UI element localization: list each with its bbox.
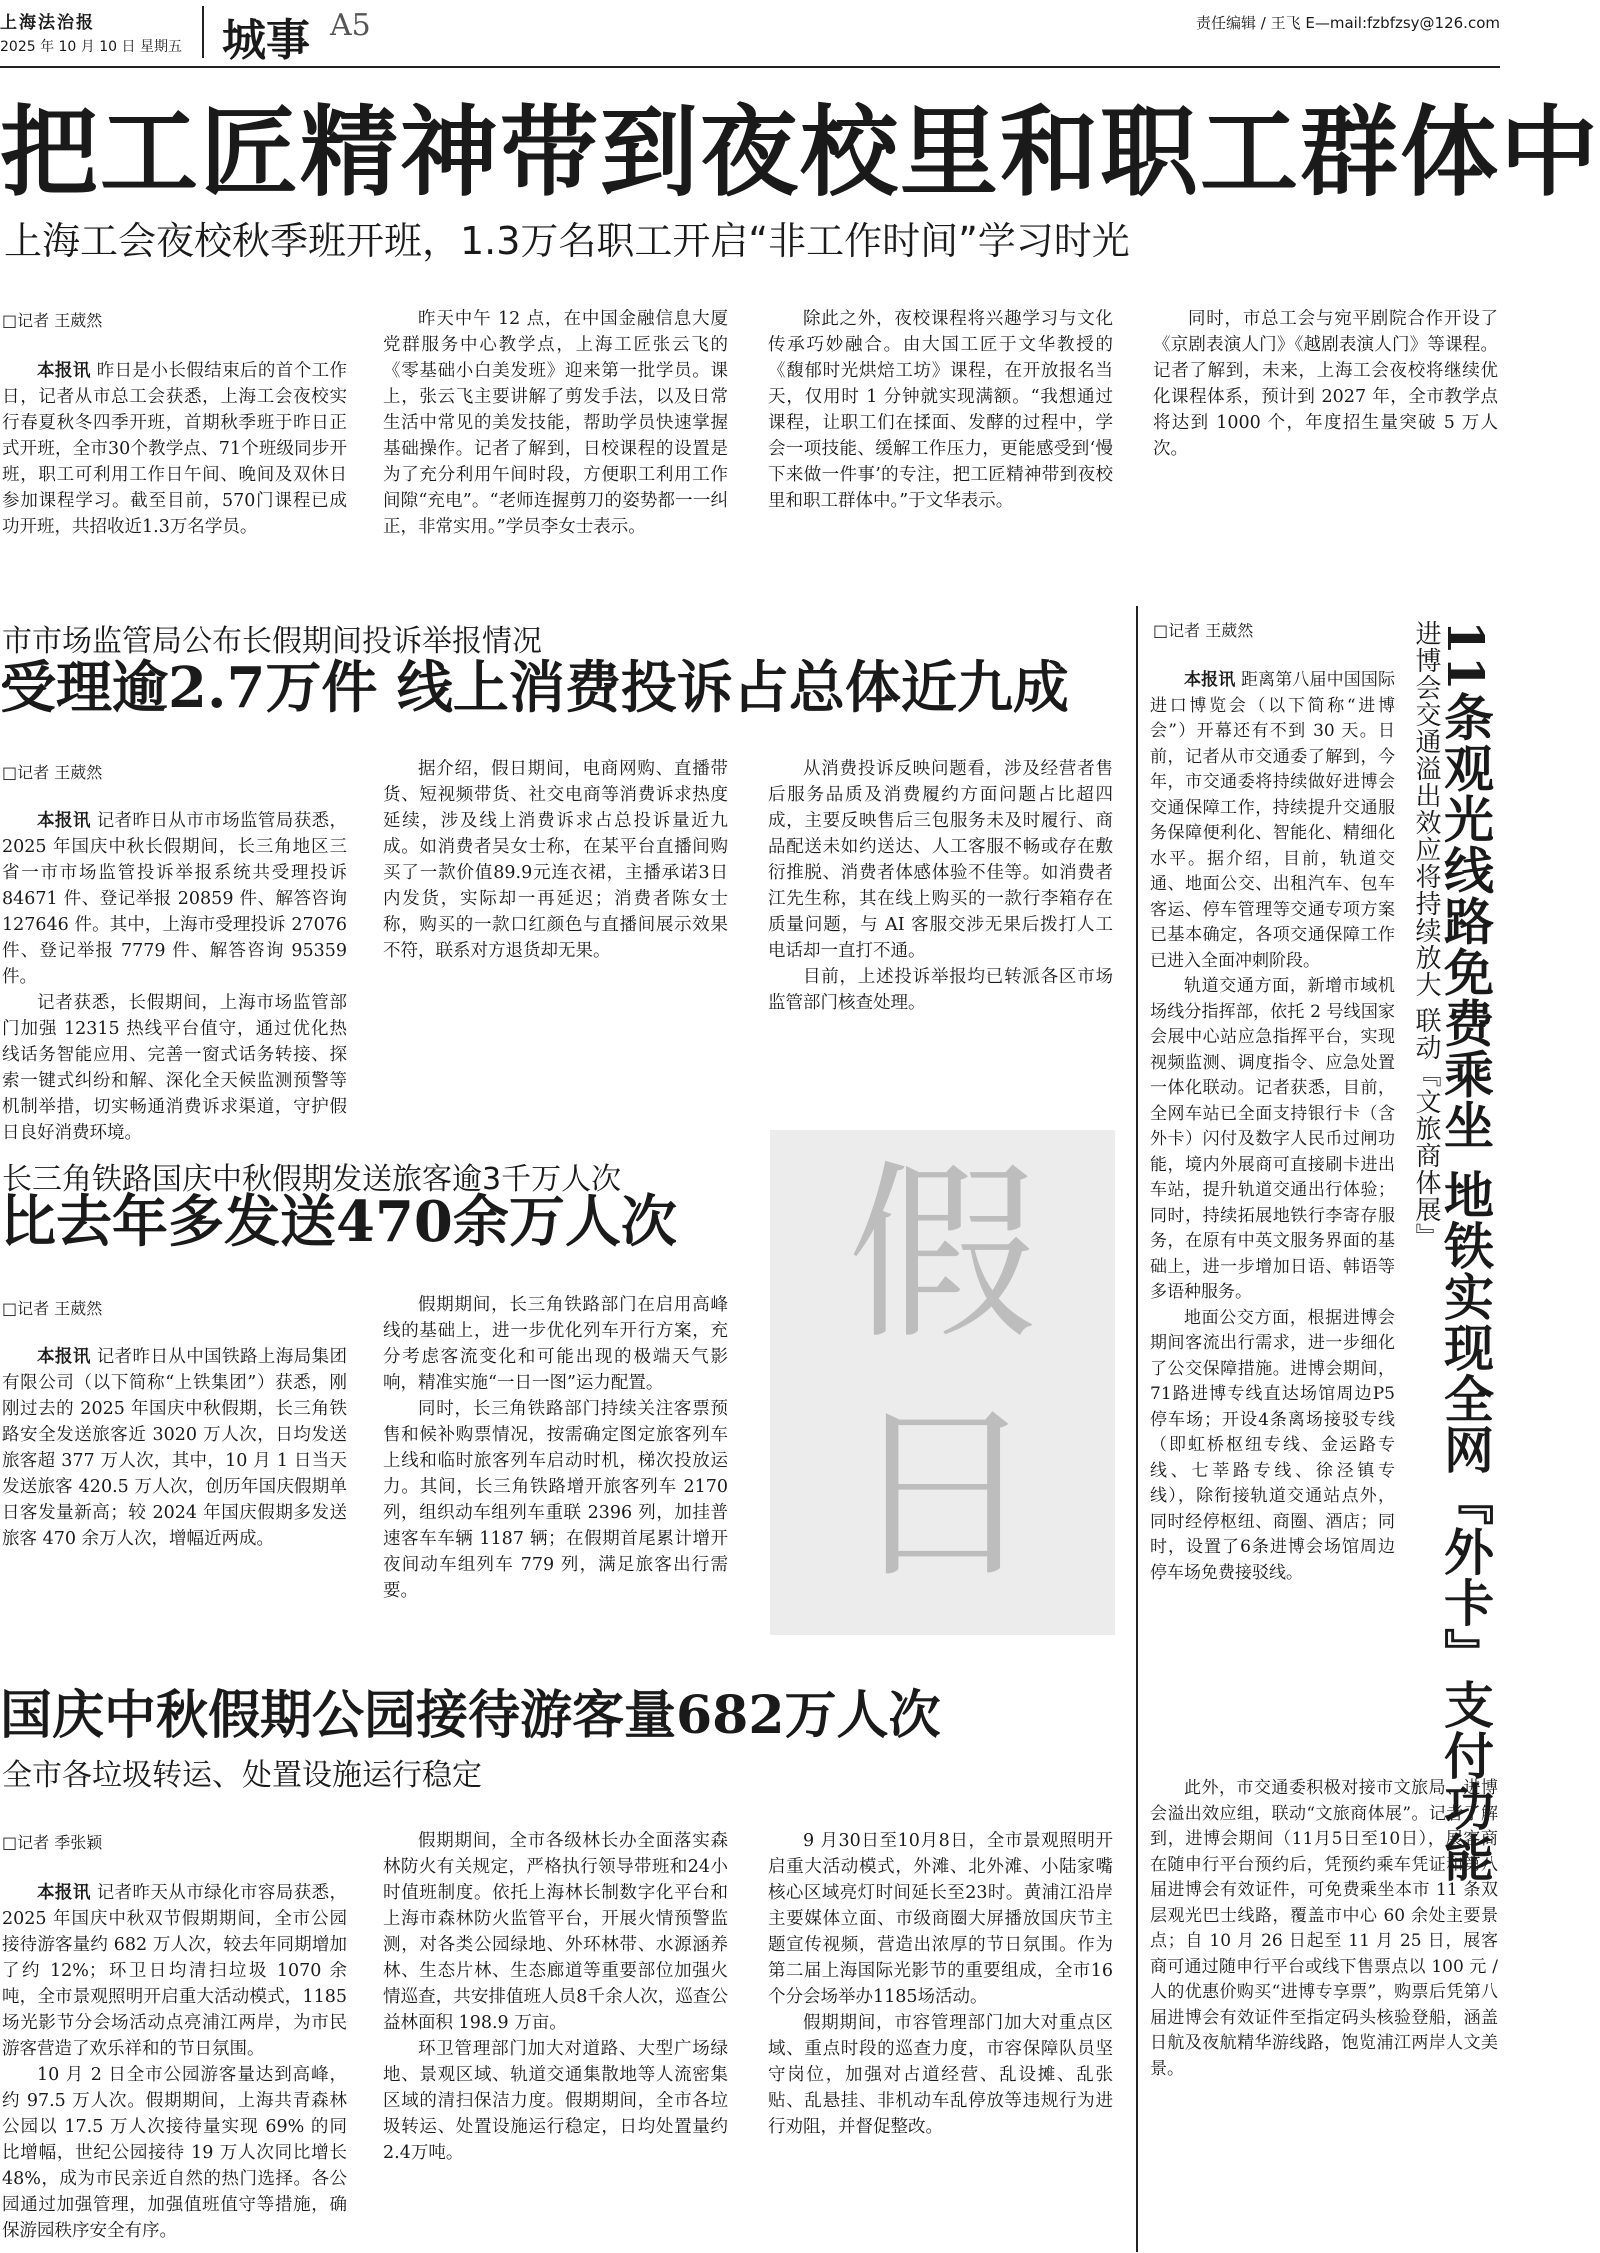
story4-paragraph-2: 10 月 2 日全市公园游客量达到高峰，约 97.5 万人次。假期期间，上海共青森林公园以 17.5 万人次接待量实现 69% 的同比增幅，世纪公园接待 19 万人次同比增长 48%，成为市民亲近自然的热门选择。各公园通过加强管理，加强值班值守等措施，确保游园秩序安全有序。 xyxy=(2,2065,347,2241)
story4-paragraph-3: 假期期间，全市各级林长办全面落实森林防火有关规定，严格执行领导带班和24小时值班制度。依托上海林长制数字化平台和上海市森林防火监管平台，开展火情预警监测，对各类公园绿地、外环林带、水源涵养林、生态片林、生态廊道等重要部位加强火情巡查，共安排值班人员8千余人次，巡查公益林面积 198.9 万亩。 xyxy=(383,1831,728,2033)
story4-headline: 国庆中秋假期公园接待游客量682万人次 xyxy=(0,1685,941,1746)
lead-body-col2 xyxy=(383,306,728,558)
lead-paragraph-2: 昨天中午 12 点，在中国金融信息大厦党群服务中心教学点，上海工匠张云飞的《零基础小白美发班》迎来第一批学员。课上，张云飞主要讲解了剪发手法，以及日常生活中常见的美发技能，帮助学员快速掌握基础操作。记者了解到，日校课程的设置是为了充分利用午间时段，方便职工利用工作间隙“充电”。“老师连握剪刀的姿势都一一纠正，非常实用。”学员李女士表示。 xyxy=(383,309,728,537)
lead-paragraph-1: 昨日是小长假结束后的首个工作日，记者从市总工会获悉，上海工会夜校实行春夏秋冬四季开班，首期秋季班于昨日正式开班，全市30个教学点、71个班级同步开班，职工可利用工作日午间、晚间及双休日参加课程学习。截至目前，570门课程已成功开班，共招收近1.3万名学员。 xyxy=(2,361,348,537)
feature-char-1: 假 xyxy=(847,1144,1038,1365)
story2-paragraph-2: 记者获悉，长假期间，上海市场监管部门加强 12315 热线平台值守，通过优化热线话务智能应用、完善一窗式话务转接、探索一键式纠纷和解、深化全天候监测预警等机制举措，切实畅通消费诉求渠道，守护假日良好消费环境。 xyxy=(2,993,347,1143)
story4-subhead: 全市各垃圾转运、处置设施运行稳定 xyxy=(2,1758,482,1793)
holiday-feature-graphic xyxy=(770,1130,1115,1635)
lead-headline: 把工匠精神带到夜校里和职工群体中 xyxy=(0,95,1600,210)
masthead-rule xyxy=(0,66,1500,68)
story2-byline: □ 记者 王葳然 xyxy=(2,760,102,783)
story3-kicker: 长三角铁路国庆中秋假期发送旅客逾3千万人次 xyxy=(2,1162,622,1197)
story5-headline: 11条观光线路免费乘坐 地铁实现全网『外卡』支付功能 xyxy=(1436,620,1495,1883)
story2-kicker: 市市场监管局公布长假期间投诉举报情况 xyxy=(2,624,542,659)
story4-paragraph-4: 环卫管理部门加大对道路、大型广场绿地、景观区域、轨道交通集散地等人流密集区域的清扫保洁力度。假期期间，全市各垃圾转运、处置设施运行稳定，日均处置量约2.4万吨。 xyxy=(383,2039,728,2163)
lead-body-col4 xyxy=(1153,306,1498,558)
lead-byline: □ 记者 王葳然 xyxy=(2,308,102,331)
story5-paragraph-3: 地面公交方面，根据进博会期间客流出行需求，进一步细化了公交保障措施。进博会期间，71路进博专线直达场馆周边P5停车场；开设4条离场接驳专线（即虹桥枢纽专线、金运路专线、七莘路专线、徐泾镇专线），除衔接轨道交通站点外，同时经停枢纽、商圈、酒店；同时，设置了6条进博会场馆周边停车场免费接驳线。 xyxy=(1150,1307,1395,1583)
story3-paragraph-1: 记者昨日从中国铁路上海局集团有限公司（以下简称“上铁集团”）获悉，刚刚过去的 2025 年国庆中秋假期，长三角铁路安全发送旅客近 3020 万人次，日均发送旅客超 377 万人次，其中，10 月 1 日当天发送旅客 420.5 万人次，创历年国庆假期单日客发量新高；较 2024 年国庆假期多发送旅客 470 余万人次，增幅近两成。 xyxy=(2,1347,348,1549)
issue-date: 2025 年 10 月 10 日 星期五 xyxy=(0,39,182,55)
story3-body-col1 xyxy=(2,1344,347,1634)
story4-lead-tag: 本报讯 xyxy=(37,1883,91,1903)
story2-lead-tag: 本报讯 xyxy=(37,811,91,831)
lead-tag: 本报讯 xyxy=(37,361,91,381)
lead-paragraph-3: 除此之外，夜校课程将兴趣学习与文化传承巧妙融合。由大国工匠于文华教授的《馥郁时光烘焙工坊》课程，在开放报名当天，仅用时 1 分钟就实现满额。“我想通过课程，让职工们在揉面、发酵的过程中，学会一项技能、缓解工作压力，更能感受到‘慢下来做一件事’的专注，把工匠精神带到夜校里和职工群体中。”于文华表示。 xyxy=(768,309,1113,511)
lead-subhead: 上海工会夜校秋季班开班，1.3万名职工开启“非工作时间”学习时光 xyxy=(4,219,1130,263)
story3-paragraph-2: 假期期间，长三角铁路部门在启用高峰线的基础上，进一步优化列车开行方案，充分考虑客流变化和可能出现的极端天气影响，精准实施“一日一图”运力配置。 xyxy=(383,1295,728,1393)
story5-paragraph-1: 距离第八届中国国际进口博览会（以下简称“进博会”）开幕还有不到 30 天。日前，记者从市交通委了解到，今年，市交通委将持续做好进博会交通保障工作，持续提升交通服务保障便利化、智能化、精细化水平。据介绍，目前，轨道交通、地面公交、出租汽车、包车客运、停车管理等交通专项方案已基本确定，各项交通保障工作已进入全面冲刺阶段。 xyxy=(1150,670,1396,971)
story4-paragraph-1: 记者昨天从市绿化市容局获悉，2025 年国庆中秋双节假期期间，全市公园接待游客量约 682 万人次，较去年同期增加了约 12%；环卫日均清扫垃圾 1070 余吨，全市景观照明开启重大活动模式，1185 场光影节分会场活动点亮浦江两岸，为市民游客营造了欢乐祥和的节日氛围。 xyxy=(2,1883,348,2059)
story5-subhead: 进博会交通溢出效应将持续放大 联动『文旅商体展』 xyxy=(1411,620,1441,1251)
feature-char-2: 日 xyxy=(847,1384,1038,1605)
story5-byline: □ 记者 王葳然 xyxy=(1153,618,1253,641)
story4-byline: □ 记者 季张颖 xyxy=(2,1830,102,1853)
lead-paragraph-4: 同时，市总工会与宛平剧院合作开设了《京剧表演人门》《越剧表演人门》等课程。记者了解到，未来，上海工会夜校将继续优化课程体系，预计到 2027 年，全市教学点将达到 1000 个，年度招生量突破 5 万人次。 xyxy=(1153,309,1498,459)
lead-body-col3 xyxy=(768,306,1113,558)
story2-paragraph-4: 从消费投诉反映问题看，涉及经营者售后服务品质及消费履约方面问题占比超四成，主要反映售后三包服务未及时履行、商品配送未如约送达、人工客服不畅或存在敷衍推脱、消费者体感体验不佳等。如消费者江先生称，其在线上购买的一款行李箱存在质量问题，与 AI 客服交涉无果后拨打人工电话却一直打不通。 xyxy=(768,759,1113,961)
story2-headline: 受理逾2.7万件 线上消费投诉占总体近九成 xyxy=(0,655,1069,721)
story2-paragraph-1: 记者昨日从市市场监管局获悉，2025 年国庆中秋长假期间，长三角地区三省一市市场监管投诉举报系统共受理投诉 84671 件、登记举报 20859 件、解答咨询 127646 件。其中，上海市受理投诉 27076 件、登记举报 7779 件、解答咨询 95359 件。 xyxy=(2,811,348,987)
story3-body-col2 xyxy=(383,1292,728,1634)
story4-paragraph-5: 9 月30日至10月8日，全市景观照明开启重大活动模式，外滩、北外滩、小陆家嘴核心区域亮灯时间延长至23时。黄浦江沿岸主要媒体立面、市级商圈大屏播放国庆节主题宣传视频，营造出浓厚的节日氛围。作为第二届上海国际光影节的重要组成，全市16个分会场举办1185场活动。 xyxy=(768,1831,1113,2007)
newspaper-name: 上海法治报 xyxy=(0,13,95,33)
story5-paragraph-2: 轨道交通方面，新增市域机场线分指挥部，依托 2 号线国家会展中心站应急指挥平台，实现视频监测、调度指令、应急处置一体化联动。记者获悉，目前，全网车站已全面支持银行卡（含外卡）闪付及数字人民币过闸功能，境内外展商可直接刷卡进出车站，提升轨道交通出行体验；同时，持续拓展地铁行李寄存服务，在原有中英文服务界面的基础上，进一步增加日语、韩语等多语种服务。 xyxy=(1150,976,1395,1302)
story4-body-col1 xyxy=(2,1880,347,2250)
story3-byline: □ 记者 王葳然 xyxy=(2,1296,102,1319)
story2-body-col1 xyxy=(2,808,348,1143)
story4-body-col2 xyxy=(383,1828,728,2250)
story4-body-col3 xyxy=(768,1828,1113,2250)
page-number: A5 xyxy=(330,8,371,43)
lead-body-col1 xyxy=(2,358,347,558)
story5-body-upper xyxy=(1150,668,1395,1768)
section-name: 城事 xyxy=(222,15,310,66)
story2-body-col2 xyxy=(383,756,728,1108)
story5-body-lower xyxy=(1150,1776,1498,2250)
story5-paragraph-4: 此外，市交通委积极对接市文旅局、进博会溢出效应组，联动“文旅商体展”。记者了解到，进博会期间（11月5日至10日），展客商在随申行平台预约后，凭预约乘车凭证和第八届进博会有效证件，可免费乘坐本市 11 条双层观光巴士线路，覆盖市中心 60 余处主要景点；自 10 月 26 日起至 11 月 25 日，展客商可通过随申行平台或线下售票点以 100 元 / 人的优惠价购买“进博专享票”，购票后凭第八届进博会有效证件至指定码头核验登船，涵盖日航及夜航精华游线路，饱览浦江两岸人文美景。 xyxy=(1150,1778,1498,2079)
column-divider xyxy=(1136,606,1138,2252)
story3-lead-tag: 本报讯 xyxy=(37,1347,91,1367)
story2-body-col3 xyxy=(768,756,1113,1108)
story2-paragraph-5: 目前，上述投诉举报均已转派各区市场监管部门核查处理。 xyxy=(768,967,1113,1013)
story3-paragraph-3: 同时，长三角铁路部门持续关注客票预售和候补购票情况，按需确定图定旅客列车上线和临时旅客列车启动时机，梯次投放运力。其间，长三角铁路增开旅客列车 2170 列，组织动车组列车重联 2396 列，加挂普速客车车辆 1187 辆；在假期首尾累计增开夜间动车组列车 779 列，满足旅客出行需要。 xyxy=(383,1399,728,1601)
story4-paragraph-6: 假期期间，市容管理部门加大对重点区域、重点时段的巡查力度，市容保障队员坚守岗位，加强对占道经营、乱设摊、乱张贴、乱悬挂、非机动车乱停放等违规行为进行劝阻，并督促整改。 xyxy=(768,2013,1113,2137)
story3-headline: 比去年多发送470余万人次 xyxy=(0,1189,677,1255)
masthead-divider xyxy=(202,6,204,58)
editor-credit: 责任编辑 / 王飞 E—mail:fzbfzsy@126.com xyxy=(1196,14,1500,32)
story2-paragraph-3: 据介绍，假日期间，电商网购、直播带货、短视频带货、社交电商等消费诉求热度延续，涉及线上消费诉求占总投诉量近九成。如消费者吴女士称，在某平台直播间购买了一款价值89.9元连衣裙，主播承诺3日内发货，实际却一再延迟；消费者陈女士称，购买的一款口红颜色与直播间展示效果不符，联系对方退货却无果。 xyxy=(383,759,728,961)
story5-lead-tag: 本报讯 xyxy=(1184,670,1236,690)
